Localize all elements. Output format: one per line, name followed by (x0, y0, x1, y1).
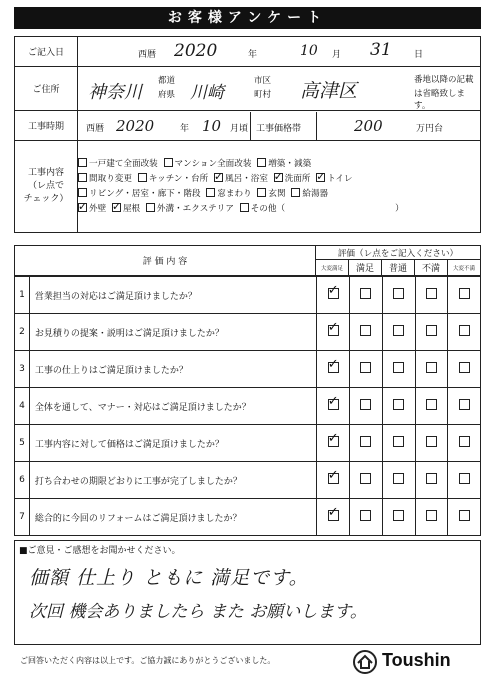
question-text: 全体を通して、マナー・対応はご満足頂けましたか？ (29, 388, 316, 425)
option-checkbox[interactable] (274, 173, 283, 182)
option-other[interactable] (240, 202, 404, 217)
question-row (15, 425, 481, 462)
eval-content-header: 評 価 内 容 (15, 246, 316, 276)
rating-checkbox[interactable] (459, 510, 470, 521)
rating-cell (448, 499, 481, 536)
col-dissatisfied: 不満 (415, 260, 448, 276)
comment-box[interactable] (14, 540, 481, 645)
rating-cell (415, 314, 448, 351)
option-bath[interactable] (214, 172, 268, 187)
rating-cell (448, 351, 481, 388)
comment-label: ■ご意見・ご感想をお聞かせください。 (19, 546, 181, 556)
price-value: 200 (354, 116, 383, 135)
option-checkbox[interactable] (240, 203, 249, 212)
address-city-suffix-bottom: 町村 (254, 89, 272, 100)
option-label: 窓まわり (217, 188, 252, 199)
question-number: 6 (15, 462, 30, 499)
option-layout[interactable] (78, 172, 132, 187)
rating-checkbox[interactable] (360, 288, 371, 299)
date-month-unit: 月 (332, 49, 342, 60)
date-year: 2020 (174, 40, 218, 61)
rating-checkbox[interactable] (459, 288, 470, 299)
option-label: キッチン・台所 (148, 173, 209, 184)
rating-checkbox[interactable] (393, 473, 404, 484)
address-note-line1: 番地以降の記載 (414, 74, 474, 85)
rating-checkbox[interactable] (459, 362, 470, 373)
work-content-label (15, 141, 78, 233)
rating-cell (448, 314, 481, 351)
rating-cell (415, 499, 448, 536)
option-checkbox[interactable] (112, 203, 121, 212)
option-label: その他（ (250, 203, 286, 214)
option-label: 玄関 (268, 188, 286, 199)
rating-checkbox[interactable] (426, 399, 437, 410)
option-checkbox[interactable] (214, 173, 223, 182)
address-field[interactable] (78, 67, 481, 111)
option-label: 外壁 (89, 203, 107, 214)
option-other-close: ） (395, 203, 404, 214)
rating-checkbox[interactable] (459, 436, 470, 447)
rating-checkbox[interactable] (426, 436, 437, 447)
rating-checkbox[interactable] (426, 288, 437, 299)
question-text: 営業担当の対応はご満足頂けましたか？ (29, 277, 316, 314)
option-checkbox[interactable] (291, 188, 300, 197)
comment-line1: 価額 仕上り ともに 満足です。 (29, 567, 309, 589)
rating-cell (415, 462, 448, 499)
rating-checkbox[interactable] (360, 436, 371, 447)
rating-cell (350, 277, 383, 314)
option-extension[interactable] (257, 157, 311, 172)
date-era: 西暦 (138, 49, 157, 60)
customer-info-table (14, 36, 481, 233)
work-period-era: 西暦 (86, 123, 105, 134)
option-checkbox[interactable] (78, 203, 87, 212)
option-checkbox[interactable] (257, 188, 266, 197)
address-city-suffix-top: 市区 (254, 75, 272, 86)
col-very-dissatisfied: 大変不満 (448, 260, 481, 276)
rating-cell (350, 388, 383, 425)
rating-checkbox[interactable] (393, 510, 404, 521)
option-label: 風呂・浴室 (225, 173, 268, 184)
rating-cell (382, 277, 415, 314)
work-period-field[interactable] (78, 111, 481, 141)
question-row (15, 499, 481, 536)
option-window[interactable] (206, 187, 251, 202)
question-row (15, 462, 481, 499)
divider (316, 112, 317, 140)
evaluation-rows-table (14, 276, 481, 536)
option-label: 屋根 (122, 203, 141, 214)
work-content-label-line3: チェック） (23, 194, 69, 204)
rating-checkbox[interactable] (459, 399, 470, 410)
rating-checkbox[interactable] (328, 362, 339, 373)
rating-cell (448, 277, 481, 314)
rating-cell (317, 462, 350, 499)
address-note-line2: は省略致します。 (414, 88, 466, 111)
question-row (15, 351, 481, 388)
option-checkbox[interactable] (78, 173, 87, 182)
option-checkbox[interactable] (257, 158, 266, 167)
col-satisfied: 満足 (349, 260, 382, 276)
rating-checkbox[interactable] (328, 436, 339, 447)
date-day-unit: 日 (414, 49, 424, 60)
question-text: 打ち合わせの期限どおりに工事が完了しましたか？ (29, 462, 316, 499)
rating-cell (382, 388, 415, 425)
work-period-label: 工事時期 (15, 111, 78, 141)
option-living[interactable] (78, 187, 201, 202)
rating-checkbox[interactable] (426, 325, 437, 336)
rating-cell (415, 388, 448, 425)
question-number: 5 (15, 425, 30, 462)
question-number: 1 (15, 277, 30, 314)
option-label: マンション全面改装 (174, 158, 252, 169)
option-toilet[interactable] (316, 172, 352, 187)
address-pref-suffix-bottom: 府県 (158, 89, 176, 100)
option-label: 一戸建て全面改装 (89, 158, 158, 169)
question-text: 総合的に今回のリフォームはご満足頂けましたか？ (29, 499, 316, 536)
option-exterior-wall[interactable] (78, 202, 106, 217)
question-text: お見積りの提案・説明はご満足頂けましたか？ (29, 314, 316, 351)
rating-cell (415, 277, 448, 314)
rating-checkbox[interactable] (328, 325, 339, 336)
rating-checkbox[interactable] (426, 510, 437, 521)
option-checkbox[interactable] (146, 203, 155, 212)
option-checkbox[interactable] (78, 188, 87, 197)
option-washroom[interactable] (274, 172, 311, 187)
rating-cell (317, 277, 350, 314)
rating-cell (317, 499, 350, 536)
date-year-unit: 年 (248, 49, 258, 60)
option-checkbox[interactable] (138, 173, 147, 182)
work-period-month: 10 (202, 116, 222, 135)
option-label: トイレ (327, 173, 353, 184)
address-pref-suffix-top: 都道 (158, 75, 176, 86)
rating-checkbox[interactable] (426, 362, 437, 373)
col-very-satisfied: 大変満足 (316, 260, 349, 276)
question-number: 7 (15, 499, 30, 536)
rating-cell (448, 462, 481, 499)
question-text: 工事の仕上りはご満足頂けましたか？ (29, 351, 316, 388)
rating-cell (382, 314, 415, 351)
option-exterior[interactable] (146, 202, 234, 217)
work-content-label-line1: 工事内容 (27, 168, 64, 178)
date-day: 31 (370, 39, 392, 60)
rating-checkbox[interactable] (328, 288, 339, 299)
rating-checkbox[interactable] (459, 473, 470, 484)
rating-cell (317, 425, 350, 462)
rating-cell (317, 388, 350, 425)
work-content-options (78, 141, 481, 233)
rating-checkbox[interactable] (426, 473, 437, 484)
rating-checkbox[interactable] (393, 436, 404, 447)
rating-checkbox[interactable] (393, 288, 404, 299)
rating-cell (382, 462, 415, 499)
footer-note: ご回答いただく内容は以上です。ご協力誠にありがとうございました。 (20, 656, 276, 665)
rating-cell (350, 499, 383, 536)
rating-checkbox[interactable] (360, 473, 371, 484)
rating-cell (415, 425, 448, 462)
rating-checkbox[interactable] (360, 510, 371, 521)
work-period-year-unit: 年 (180, 123, 190, 134)
option-roof[interactable] (112, 202, 140, 217)
option-checkbox[interactable] (316, 173, 325, 182)
rating-cell (382, 499, 415, 536)
work-period-year: 2020 (116, 116, 155, 135)
rating-cell (350, 425, 383, 462)
question-number: 2 (15, 314, 30, 351)
rating-checkbox[interactable] (393, 362, 404, 373)
question-row (15, 388, 481, 425)
question-number: 4 (15, 388, 30, 425)
rating-checkbox[interactable] (328, 473, 339, 484)
rating-cell (415, 351, 448, 388)
rating-cell (448, 425, 481, 462)
price-label: 工事価格帯 (256, 123, 302, 134)
option-label: 間取り変更 (89, 173, 132, 184)
option-water-heater[interactable] (291, 187, 328, 202)
rating-checkbox[interactable] (360, 362, 371, 373)
rating-cell (448, 388, 481, 425)
question-number: 3 (15, 351, 30, 388)
option-entrance[interactable] (257, 187, 285, 202)
option-checkbox[interactable] (78, 158, 87, 167)
rating-checkbox[interactable] (328, 399, 339, 410)
rating-checkbox[interactable] (393, 325, 404, 336)
question-text: 工事内容に対して価格はご満足頂けましたか？ (29, 425, 316, 462)
rating-cell (317, 314, 350, 351)
col-neutral: 普通 (382, 260, 415, 276)
question-row (15, 277, 481, 314)
work-content-label-line2: （レ点で (27, 181, 64, 191)
option-checkbox[interactable] (206, 188, 215, 197)
rating-cell (350, 351, 383, 388)
rating-checkbox[interactable] (360, 325, 371, 336)
eval-rating-header: 評価（レ点をご記入ください） (316, 246, 481, 260)
rating-cell (350, 462, 383, 499)
option-label: 増築・減築 (268, 158, 312, 169)
address-ward: 高津区 (300, 79, 358, 102)
question-row (15, 314, 481, 351)
rating-cell (350, 314, 383, 351)
option-kitchen[interactable] (138, 172, 209, 187)
option-label: 給湯器 (302, 188, 329, 199)
rating-cell (317, 351, 350, 388)
survey-title: お客様アンケート (14, 7, 481, 29)
option-label: 洗面所 (284, 173, 311, 184)
rating-checkbox[interactable] (459, 325, 470, 336)
rating-cell (382, 425, 415, 462)
option-label: リビング・居室・廊下・階段 (89, 188, 201, 199)
address-city: 川崎 (190, 82, 224, 103)
work-period-month-unit: 月頃 (230, 123, 249, 134)
date-field[interactable] (78, 37, 481, 67)
option-full-house[interactable] (78, 157, 158, 172)
option-label: 外溝・エクステリア (156, 203, 234, 214)
toushin-logo (352, 649, 482, 675)
address-label: ご住所 (15, 67, 78, 111)
rating-checkbox[interactable] (360, 399, 371, 410)
option-checkbox[interactable] (164, 158, 173, 167)
divider (250, 112, 251, 140)
price-unit: 万円台 (416, 123, 444, 134)
date-month: 10 (300, 42, 318, 59)
address-prefecture: 神奈川 (88, 81, 142, 103)
rating-checkbox[interactable] (393, 399, 404, 410)
option-full-mansion[interactable] (164, 157, 252, 172)
evaluation-table (14, 245, 481, 276)
date-label: ご記入日 (15, 37, 78, 67)
logo-text: Toushin (382, 650, 451, 670)
comment-line2: 次回 機会ありましたら また お願いします。 (29, 602, 367, 622)
house-logo-icon (352, 649, 378, 675)
rating-cell (382, 351, 415, 388)
rating-checkbox[interactable] (328, 510, 339, 521)
